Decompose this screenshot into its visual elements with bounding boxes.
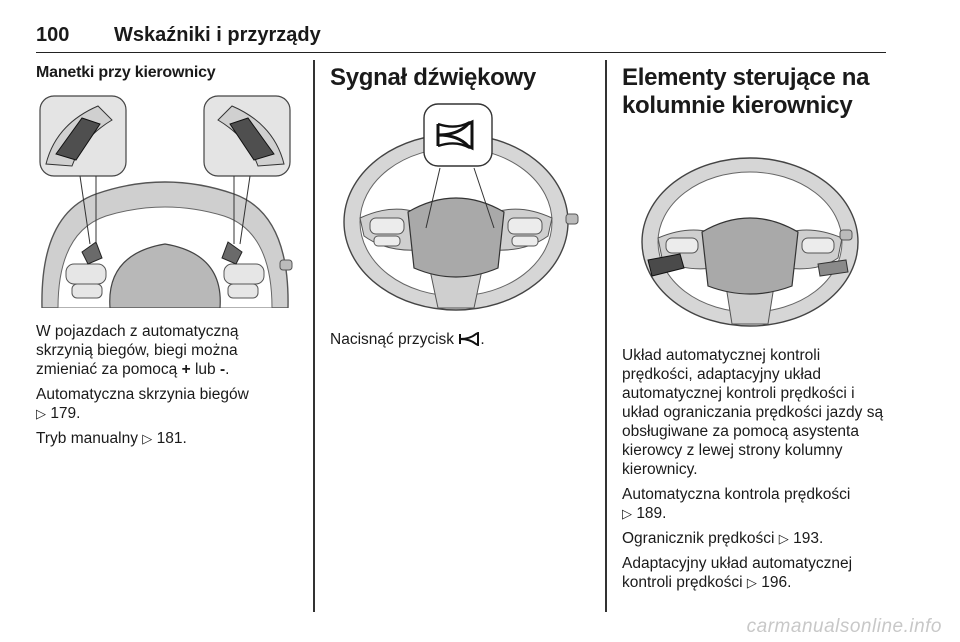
column-steering-controls <box>622 62 892 598</box>
paragraph-auto-gearbox: Automatyczna skrzynia biegów ▷ 179. <box>36 386 249 422</box>
paragraph-manual-mode: Tryb manualny ▷ 181. <box>36 430 187 447</box>
paragraph-paddles-intro: W pojazdach z automatyczną skrzynią biegów, biegi można zmieniać za pomocą + lub -. <box>36 323 239 378</box>
page-header <box>36 22 886 53</box>
horn-steering-wheel-illustration <box>330 100 588 314</box>
section-heading-paddles: Manetki przy kierownicy <box>36 64 216 81</box>
column-divider <box>313 60 315 612</box>
paragraph-adaptive-cruise: Adaptacyjny układ automatycznej kontroli prędkości ▷ 196. <box>622 555 853 591</box>
horn-icon <box>458 332 480 346</box>
column-paddles <box>36 62 294 454</box>
paragraph-speed-limiter: Ogranicznik prędkości ▷ 193. <box>622 530 824 547</box>
triangle-arrow-icon: ▷ <box>622 506 632 521</box>
column-horn <box>330 62 588 355</box>
paragraph-horn: Nacisnąć przycisk . <box>330 331 485 348</box>
triangle-arrow-icon: ▷ <box>746 575 757 590</box>
triangle-arrow-icon: ▷ <box>142 431 153 446</box>
paragraph-cruise-systems: Układ automatycznej kontroli prędkości, adaptacyjny układ automatycznej kontroli prędkości i układ ograniczania prędkości jazdy są obsługiwane za pomocą asystenta kierowcy z lewej strony kolumny kierownicy. <box>622 347 884 478</box>
column-divider <box>605 60 607 612</box>
page-number: 100 <box>36 24 70 46</box>
steering-column-illustration <box>622 134 880 330</box>
plus-symbol: + <box>181 361 191 378</box>
watermark: carmanualsonline.info <box>746 616 942 637</box>
paddle-shifters-illustration <box>36 94 294 308</box>
triangle-arrow-icon: ▷ <box>778 531 789 546</box>
triangle-arrow-icon: ▷ <box>36 406 46 421</box>
section-heading-horn: Sygnał dźwiękowy <box>330 64 536 91</box>
paragraph-cruise-control: Automatyczna kontrola prędkości ▷ 189. <box>622 486 851 522</box>
minus-symbol: - <box>219 361 226 378</box>
section-heading-column-controls: Elementy sterujące na kolumnie kierownicy <box>622 64 870 119</box>
chapter-title: Wskaźniki i przyrządy <box>114 24 321 46</box>
